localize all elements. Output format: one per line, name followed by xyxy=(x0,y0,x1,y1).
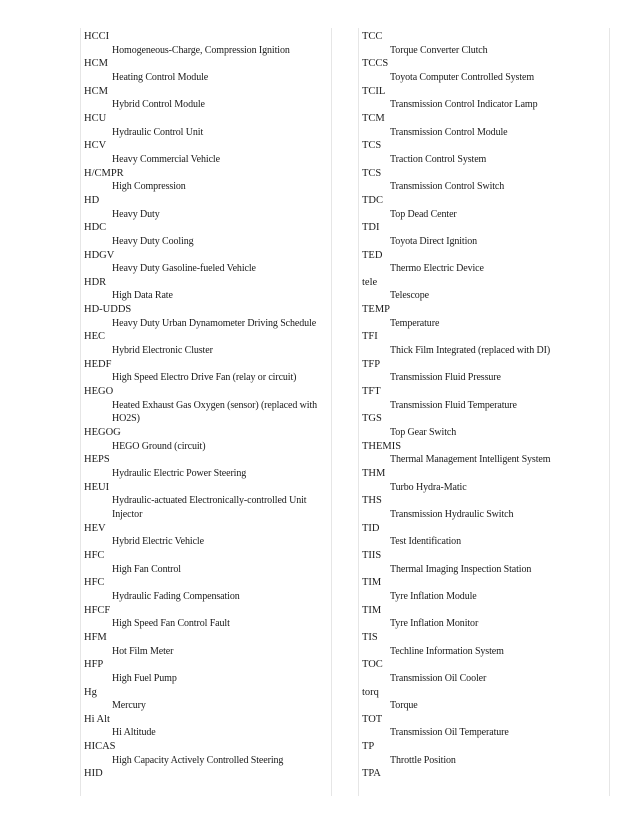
abbreviation-list-left xyxy=(84,30,330,781)
glossary-entry xyxy=(84,112,330,139)
abbreviation-term: THS xyxy=(362,495,382,507)
abbreviation-term: TCC xyxy=(362,31,383,42)
abbreviation-definition: Thermo Electric Device xyxy=(390,263,484,275)
glossary-entry xyxy=(84,481,330,522)
abbreviation-definition: Transmission Fluid Pressure xyxy=(390,372,501,384)
glossary-entry xyxy=(362,522,608,549)
abbreviation-term: TCM xyxy=(362,112,385,124)
abbreviation-term: HDR xyxy=(84,276,107,288)
glossary-entry xyxy=(84,57,330,84)
glossary-entry xyxy=(362,57,608,84)
abbreviation-term: TIS xyxy=(362,631,378,643)
glossary-entry xyxy=(84,30,330,57)
abbreviation-term: THM xyxy=(362,468,386,479)
abbreviation-definition: Torque xyxy=(390,700,418,712)
glossary-entry xyxy=(362,276,608,303)
glossary-entry xyxy=(84,522,330,549)
abbreviation-definition: Test Identification xyxy=(390,536,461,548)
abbreviation-term: TDI xyxy=(362,222,380,234)
glossary-entry xyxy=(84,426,330,453)
abbreviation-definition: Traction Control System xyxy=(390,153,487,165)
abbreviation-definition: High Speed Fan Control Fault xyxy=(112,618,230,630)
abbreviation-definition: Tyre Inflation Monitor xyxy=(390,618,479,630)
abbreviation-term: HCM xyxy=(84,58,108,70)
abbreviation-term: TGS xyxy=(362,413,382,425)
abbreviation-definition: High Data Rate xyxy=(112,290,173,302)
abbreviation-term: HFCF xyxy=(84,604,111,616)
glossary-entry xyxy=(362,494,608,521)
abbreviation-term: HID xyxy=(84,768,103,780)
abbreviation-definition: High Capacity Actively Controlled Steering xyxy=(112,754,284,766)
abbreviation-definition: Thermal Management Intelligent System xyxy=(390,454,551,466)
abbreviation-term: TDC xyxy=(362,194,383,206)
abbreviation-term: tele xyxy=(362,276,378,288)
glossary-entry xyxy=(84,767,330,781)
abbreviation-definition: Transmission Oil Cooler xyxy=(390,672,487,684)
abbreviation-definition: Transmission Hydraulic Switch xyxy=(390,508,514,520)
abbreviation-definition: Top Gear Switch xyxy=(390,427,457,439)
abbreviation-term: Hi Alt xyxy=(84,713,110,725)
glossary-entry xyxy=(362,604,608,631)
abbreviation-definition: Heated Exhaust Gas Oxygen (sensor) (replaced with HO2S) xyxy=(112,399,318,425)
abbreviation-definition: Hydraulic Fading Compensation xyxy=(112,590,240,602)
glossary-entry xyxy=(362,303,608,330)
abbreviation-definition: High Fuel Pump xyxy=(112,672,177,684)
abbreviation-term: HCV xyxy=(84,140,107,152)
abbreviation-definition: Throttle Position xyxy=(390,754,456,766)
glossary-entry xyxy=(84,358,330,385)
abbreviation-term: TCS xyxy=(362,140,382,152)
abbreviation-term: TID xyxy=(362,522,380,534)
glossary-entry xyxy=(362,658,608,685)
abbreviation-term: HEGOG xyxy=(84,427,121,439)
glossary-entry xyxy=(362,767,608,781)
glossary-entry xyxy=(362,330,608,357)
abbreviation-term: HDGV xyxy=(84,249,115,261)
right-column xyxy=(358,28,610,796)
glossary-entry xyxy=(362,221,608,248)
abbreviation-term: HFC xyxy=(84,549,105,561)
abbreviation-definition: HEGO Ground (circuit) xyxy=(112,440,206,452)
abbreviation-definition: High Fan Control xyxy=(112,563,181,575)
glossary-entry xyxy=(84,221,330,248)
abbreviation-definition: Telescope xyxy=(390,290,429,302)
abbreviation-term: HCU xyxy=(84,112,107,124)
abbreviation-definition: Transmission Control Indicator Lamp xyxy=(390,99,538,111)
abbreviation-term: TED xyxy=(362,249,383,261)
abbreviation-term: TPA xyxy=(362,768,381,780)
glossary-entry xyxy=(362,249,608,276)
abbreviation-definition: Heavy Duty Cooling xyxy=(112,235,194,247)
abbreviation-definition: Heavy Duty Urban Dynamometer Driving Schedule xyxy=(112,317,317,329)
abbreviation-term: HFP xyxy=(84,659,104,671)
glossary-entry xyxy=(362,385,608,412)
abbreviation-term: HCCI xyxy=(84,31,110,42)
abbreviation-term: HEGO xyxy=(84,386,114,398)
abbreviation-definition: Toyota Computer Controlled System xyxy=(390,71,535,83)
abbreviation-term: HFC xyxy=(84,577,105,589)
abbreviation-term: HEV xyxy=(84,522,106,534)
left-column xyxy=(80,28,332,796)
abbreviation-definition: Transmission Control Module xyxy=(390,126,508,138)
abbreviation-term: HEDF xyxy=(84,358,112,370)
abbreviation-definition: Temperature xyxy=(390,317,440,329)
glossary-entry xyxy=(362,467,608,494)
abbreviation-definition: Hybrid Electronic Cluster xyxy=(112,345,213,357)
abbreviation-definition: Top Dead Center xyxy=(390,208,457,220)
glossary-entry xyxy=(362,194,608,221)
abbreviation-term: TOT xyxy=(362,713,383,725)
glossary-entry xyxy=(84,686,330,713)
abbreviation-definition: Hydraulic Control Unit xyxy=(112,126,204,138)
glossary-entry xyxy=(84,276,330,303)
glossary-entry xyxy=(84,453,330,480)
abbreviation-definition: Heavy Duty xyxy=(112,208,160,220)
glossary-entry xyxy=(84,604,330,631)
abbreviation-term: HICAS xyxy=(84,741,116,753)
abbreviation-list-right xyxy=(362,30,608,781)
abbreviation-definition: Turbo Hydra-Matic xyxy=(390,481,467,493)
glossary-entry xyxy=(84,303,330,330)
glossary-entry xyxy=(362,631,608,658)
abbreviation-definition: Homogeneous-Charge, Compression Ignition xyxy=(112,44,290,56)
glossary-entry xyxy=(362,30,608,57)
abbreviation-definition: Thick Film Integrated (replaced with DI) xyxy=(390,345,551,357)
abbreviation-term: TP xyxy=(362,741,375,753)
abbreviation-definition: Transmission Control Switch xyxy=(390,181,505,193)
glossary-entry xyxy=(84,139,330,166)
abbreviation-definition: Transmission Fluid Temperature xyxy=(390,399,517,411)
abbreviation-definition: Toyota Direct Ignition xyxy=(390,235,478,247)
glossary-entry xyxy=(84,576,330,603)
glossary-entry xyxy=(362,440,608,467)
glossary-entry xyxy=(84,194,330,221)
abbreviation-definition: Torque Converter Clutch xyxy=(390,44,488,56)
abbreviation-definition: Hot Film Meter xyxy=(112,645,174,657)
abbreviation-definition: Hydraulic-actuated Electronically-controlled Unit Injector xyxy=(112,495,307,520)
abbreviation-term: TFP xyxy=(362,358,381,370)
glossary-entry xyxy=(362,139,608,166)
glossary-entry xyxy=(84,549,330,576)
glossary-entry xyxy=(362,112,608,139)
abbreviation-definition: Techline Information System xyxy=(390,645,504,657)
glossary-entry xyxy=(362,740,608,767)
abbreviation-term: HEUI xyxy=(84,481,110,493)
abbreviation-definition: Hydraulic Electric Power Steering xyxy=(112,468,247,479)
abbreviation-term: HCM xyxy=(84,85,108,97)
abbreviation-definition: Hybrid Control Module xyxy=(112,99,205,111)
abbreviation-term: TFT xyxy=(362,386,381,398)
glossary-entry xyxy=(362,85,608,112)
glossary-entry xyxy=(362,412,608,439)
abbreviation-definition: Heavy Commercial Vehicle xyxy=(112,153,220,165)
abbreviation-term: HDC xyxy=(84,222,107,234)
glossary-entry xyxy=(362,167,608,194)
abbreviation-term: torq xyxy=(362,686,379,698)
glossary-entry xyxy=(362,713,608,740)
abbreviation-definition: Hi Altitude xyxy=(112,727,156,739)
abbreviation-term: TIM xyxy=(362,604,382,616)
abbreviation-term: HEPS xyxy=(84,454,110,466)
abbreviation-term: H/CMPR xyxy=(84,167,124,179)
abbreviation-definition: Thermal Imaging Inspection Station xyxy=(390,563,532,575)
abbreviation-term: HEC xyxy=(84,331,105,343)
abbreviation-term: Hg xyxy=(84,686,97,698)
glossary-entry xyxy=(84,85,330,112)
glossary-entry xyxy=(84,740,330,767)
glossary-entry xyxy=(84,713,330,740)
glossary-entry xyxy=(84,658,330,685)
abbreviation-term: HFM xyxy=(84,631,107,643)
glossary-entry xyxy=(362,576,608,603)
abbreviation-term: TIM xyxy=(362,577,382,589)
abbreviation-term: TCCS xyxy=(362,58,389,70)
glossary-entry xyxy=(84,167,330,194)
abbreviation-definition: Hybrid Electric Vehicle xyxy=(112,536,204,548)
abbreviation-definition: Mercury xyxy=(112,700,146,712)
abbreviation-term: TCIL xyxy=(362,85,386,97)
glossary-entry xyxy=(362,549,608,576)
abbreviation-definition: Tyre Inflation Module xyxy=(390,590,477,602)
abbreviation-term: THEMIS xyxy=(362,440,402,452)
abbreviation-term: TOC xyxy=(362,659,383,671)
abbreviation-term: HD-UDDS xyxy=(84,304,132,316)
abbreviation-term: HD xyxy=(84,194,100,206)
glossary-entry xyxy=(84,330,330,357)
glossary-entry xyxy=(84,385,330,426)
abbreviation-definition: High Compression xyxy=(112,181,186,193)
glossary-entry xyxy=(84,249,330,276)
abbreviation-definition: Heating Control Module xyxy=(112,71,209,83)
glossary-entry xyxy=(362,358,608,385)
abbreviation-definition: High Speed Electro Drive Fan (relay or circuit) xyxy=(112,372,297,384)
abbreviation-term: TEMP xyxy=(362,304,391,316)
abbreviation-term: TCS xyxy=(362,167,382,179)
abbreviation-definition: Heavy Duty Gasoline-fueled Vehicle xyxy=(112,263,256,275)
glossary-entry xyxy=(362,686,608,713)
glossary-entry xyxy=(84,631,330,658)
abbreviation-term: TIIS xyxy=(362,549,382,561)
abbreviation-definition: Transmission Oil Temperature xyxy=(390,727,509,739)
abbreviation-term: TFI xyxy=(362,331,378,343)
